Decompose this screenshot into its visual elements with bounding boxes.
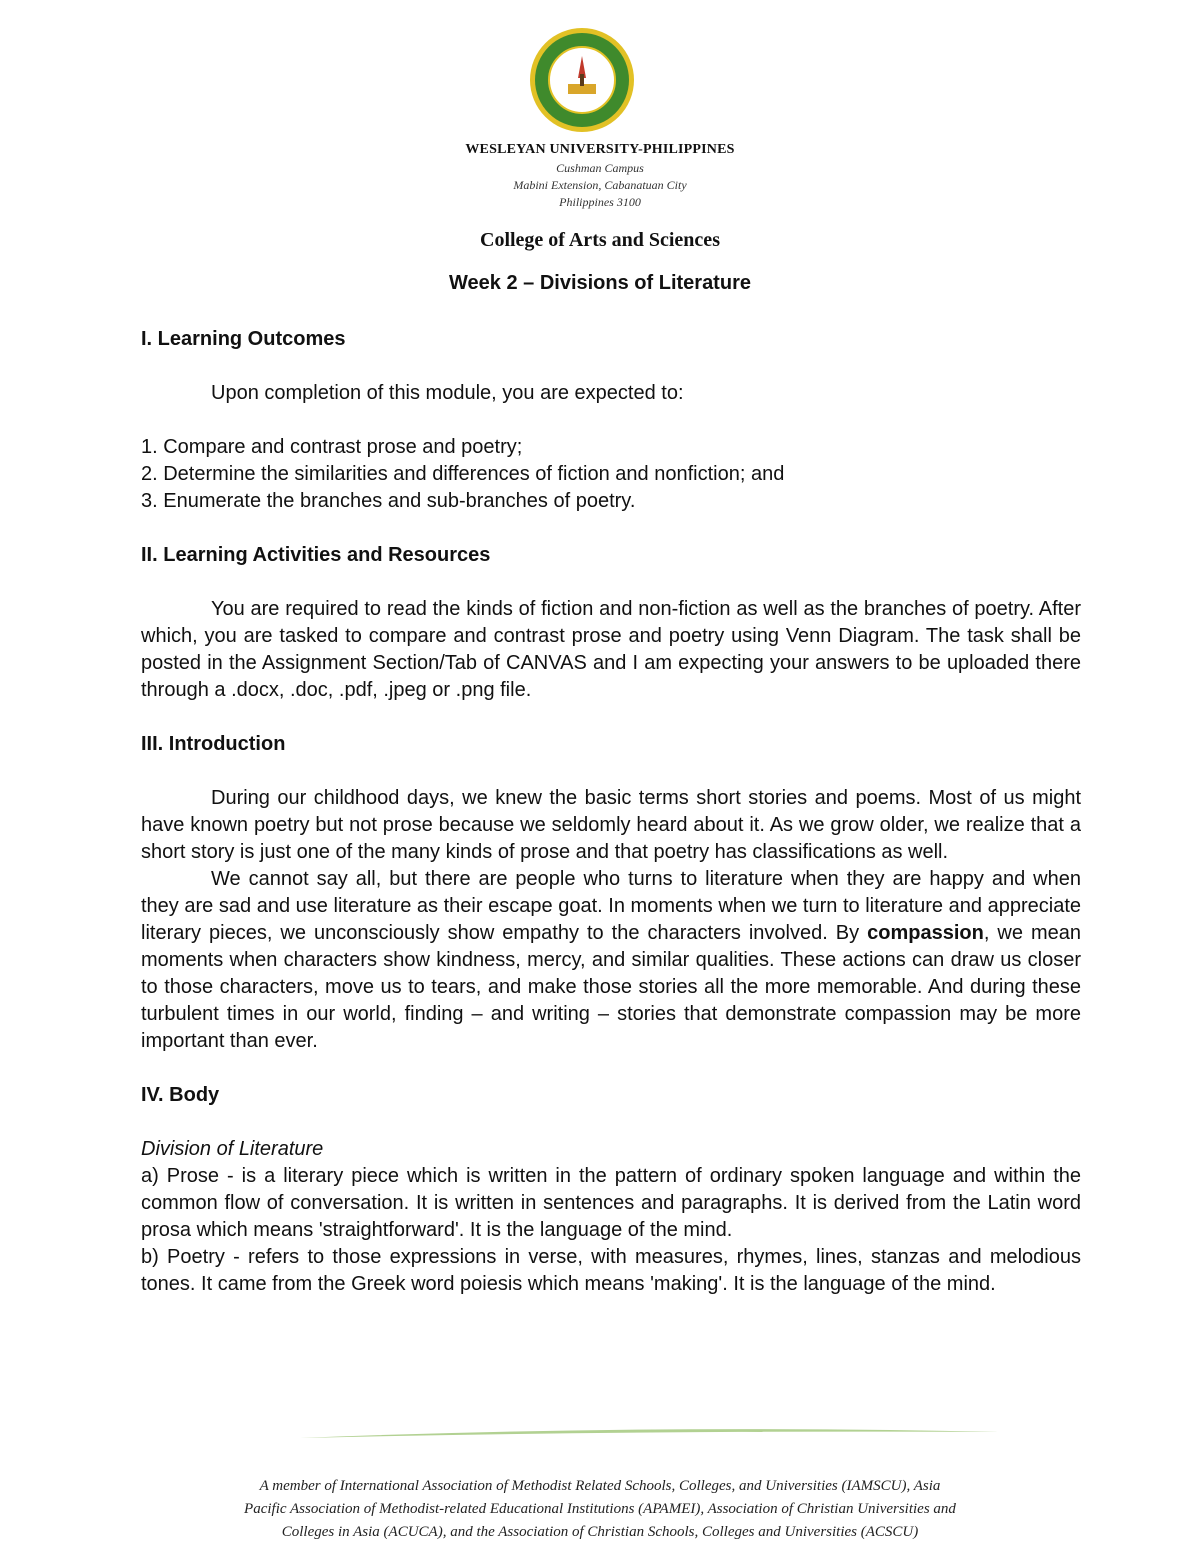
outcome-item-3: 3. Enumerate the branches and sub-branches of poetry. (141, 490, 636, 512)
page-title: Week 2 – Divisions of Literature (449, 272, 751, 294)
paragraph-2-start: We cannot say all, but there are people who turns to literature when they are happy and when they are sad and use literature as their escape goat. In moments when we turn to literature and appreciate literary pieces, we unconsciously show empathy to the characters involved. By (141, 868, 1081, 944)
introduction-paragraph-2 (141, 866, 1081, 1055)
outcomes-intro: Upon completion of this module, you are expected to: (211, 382, 684, 404)
activities-heading: II. Learning Activities and Resources (141, 544, 491, 566)
compassion-term: compassion (867, 922, 984, 944)
outcome-item-2: 2. Determine the similarities and differences of fiction and nonfiction; and (141, 463, 785, 485)
poetry-definition: b) Poetry - refers to those expressions in verse, with measures, rhymes, lines, stanzas and melodious tones. It came from the Greek word poiesis which means 'making'. It is the language of the mind. (141, 1246, 1081, 1295)
campus-address: Mabini Extension, Cabanatuan City (513, 178, 687, 192)
college-name: College of Arts and Sciences (480, 229, 720, 251)
seal-torch (580, 74, 584, 86)
footer-line-1: A member of International Association of Methodist Related Schools, Colleges, and Universities (IAMSCU), Asia (259, 1478, 941, 1494)
university-name: WESLEYAN UNIVERSITY-PHILIPPINES (465, 142, 735, 157)
prose-definition: a) Prose - is a literary piece which is written in the pattern of ordinary spoken language and within the common flow of conversation. It is written in sentences and paragraphs. It is derived from the Latin word prosa which means 'straightforward'. It is the language of the mind. (141, 1165, 1081, 1241)
introduction-paragraph-1: During our childhood days, we knew the basic terms short stories and poems. Most of us might have known poetry but not prose because we seldomly heard about it. As we grow older, we realize that a short story is just one of the many kinds of prose and that poetry has classifications as well. (141, 787, 1081, 863)
university-seal (528, 26, 636, 134)
campus-country: Philippines 3100 (559, 195, 641, 209)
outcomes-heading: I. Learning Outcomes (141, 328, 346, 350)
footer-line-3: Colleges in Asia (ACUCA), and the Association of Christian Schools, Colleges and Universities (ACSCU) (281, 1524, 919, 1540)
body-heading: IV. Body (141, 1084, 220, 1106)
outcome-item-1: 1. Compare and contrast prose and poetry; (141, 436, 523, 458)
activities-paragraph: You are required to read the kinds of fiction and non-fiction as well as the branches of poetry. After which, you are tasked to compare and contrast prose and poetry using Venn Diagram. The task shall be posted in the Assignment Section/Tab of CANVAS and I am expecting your answers to be uploaded there through a .docx, .doc, .pdf, .jpeg or .png file. (141, 598, 1081, 701)
footer-line-2: Pacific Association of Methodist-related Educational Institutions (APAMEI), Association of Christian Universities and (244, 1501, 956, 1517)
document-body (141, 326, 1081, 1298)
campus-name: Cushman Campus (556, 161, 644, 175)
footer-affiliations (0, 1475, 1200, 1544)
footer-swoosh (300, 1424, 1000, 1444)
paragraph-2-end: , we mean moments when characters show kindness, mercy, and similar qualities. These actions can draw us closer to those characters, move us to tears, and make those stories all the more memorable. And during these turbulent times in our world, finding – and writing – stories that demonstrate compassion may be more important than ever. (141, 922, 1082, 1052)
introduction-heading: III. Introduction (141, 733, 286, 755)
body-subheading: Division of Literature (141, 1138, 324, 1160)
